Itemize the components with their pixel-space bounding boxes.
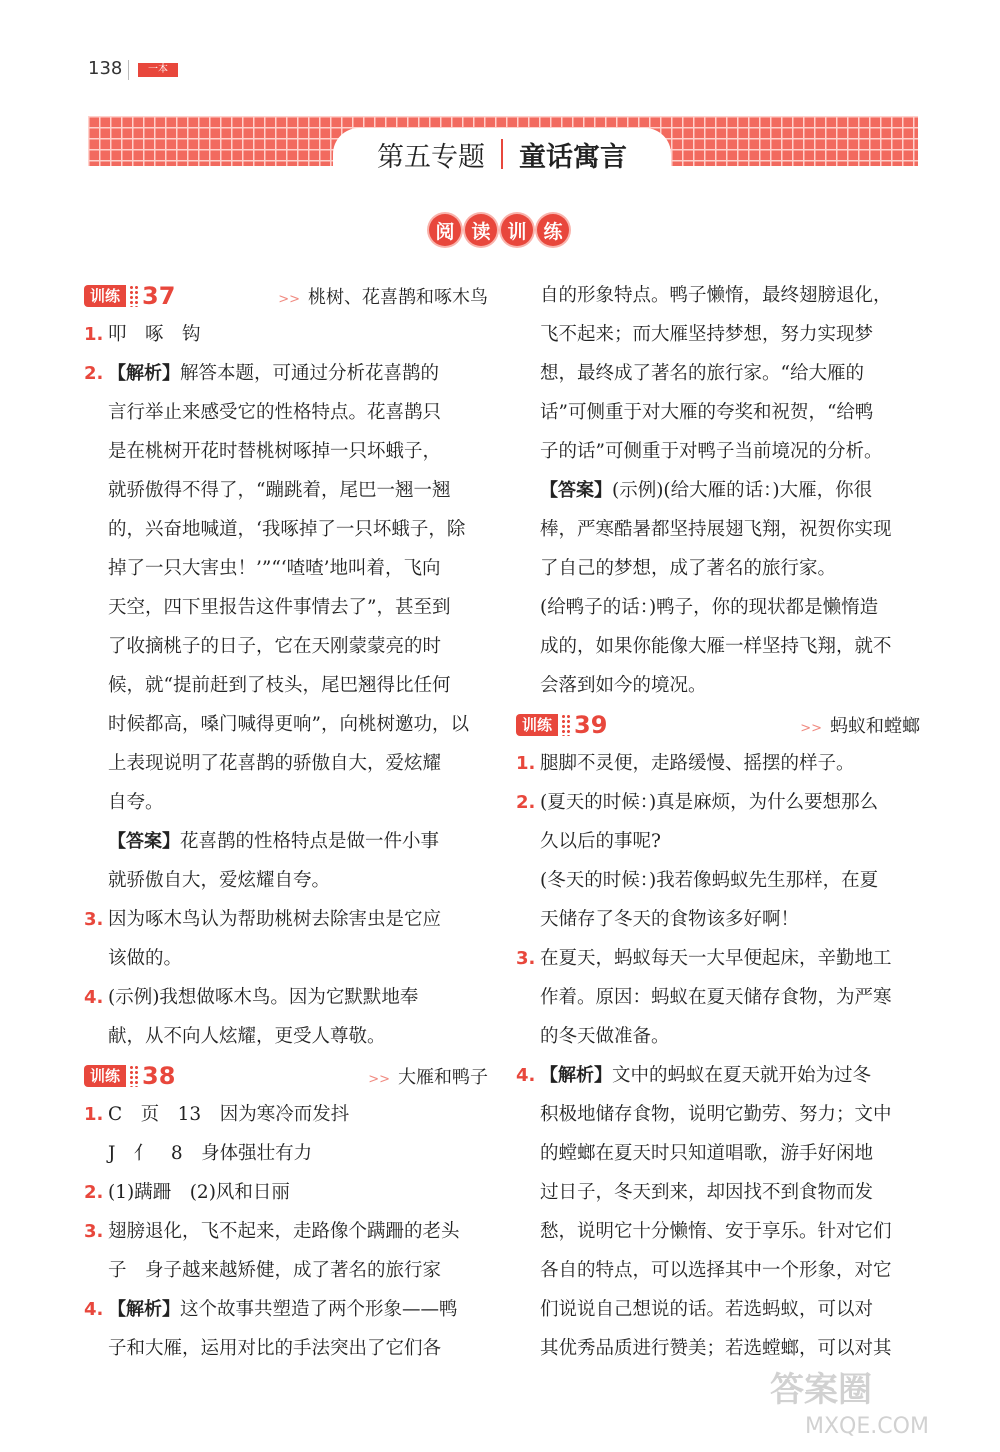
section-badge: 训 (501, 214, 533, 246)
exercise-header-38 (84, 1056, 488, 1095)
exercise-title-text: 桃树、花喜鹊和啄木鸟 (308, 286, 488, 308)
exercise-number: 39 (574, 710, 608, 739)
answer-line (516, 783, 920, 822)
answer-line (84, 900, 488, 939)
answer-line (84, 1173, 488, 1212)
answer-line: (冬天的时候：)我若像蚂蚁先生那样，在夏 (540, 870, 879, 891)
answer-line: 时候都高，嗓门喊得更响”，向桃树邀功，以 (108, 714, 469, 735)
dots-icon (129, 1065, 139, 1087)
answer-line (516, 471, 920, 510)
exercise-title-text: 蚂蚁和螳螂 (830, 715, 920, 737)
question-number: 2. (84, 1182, 104, 1203)
topic-title: 童话寓言 (519, 141, 627, 173)
answer-line: 了收摘桃子的日子，它在天刚蒙蒙亮的时 (108, 636, 442, 657)
answer-line (84, 1290, 488, 1329)
answer-line: 子 身子越来越矫健，成了著名的旅行家 (108, 1260, 442, 1281)
answer-text: 文中的蚂蚁在夏天就开始为过冬 (612, 1065, 872, 1086)
exercise-title (368, 1063, 488, 1089)
topic-label: 第五专题 (377, 141, 485, 173)
answer-line: 子的话”可侧重于对鸭子当前境况的分析。 (540, 441, 883, 462)
answer-line: 想，最终成了著名的旅行家。“给大雁的 (540, 363, 864, 384)
question-number: 3. (84, 1221, 104, 1242)
title-divider (501, 139, 503, 169)
banner-title-tab (333, 128, 671, 180)
answer-line: (给鸭子的话：)鸭子，你的现状都是懒惰造 (540, 597, 879, 618)
answer-line: 作着。原因：蚂蚁在夏天储存食物，为严寒 (540, 987, 892, 1008)
answer-line: 献，从不向人炫耀，更受人尊敬。 (108, 1026, 386, 1047)
answer-line: 子和大雁，运用对比的手法突出了它们各 (108, 1338, 442, 1359)
watermark-url: MXQE.COM (805, 1414, 929, 1439)
answer-line: 们说说自己想说的话。若选蚂蚁，可以对 (540, 1299, 874, 1320)
answer-line: 成的，如果你能像大雁一样坚持飞翔，就不 (540, 636, 892, 657)
answer-line (84, 1095, 488, 1134)
section-heading (429, 214, 569, 246)
answer-line (84, 315, 488, 354)
section-badge: 读 (465, 214, 497, 246)
question-number: 4. (84, 987, 104, 1008)
page-number-divider (128, 60, 129, 80)
answer-line: 候，就“提前赶到了枝头，尾巴翘得比任何 (108, 675, 451, 696)
answer-line: 话”可侧重于对大雁的夸奖和祝贺，“给鸭 (540, 402, 874, 423)
exercise-header-39 (516, 705, 920, 744)
analysis-label: 【解析】 (108, 363, 180, 384)
answer-line: 过日子，冬天到来，却因找不到食物而发 (540, 1182, 874, 1203)
double-arrow-icon: >> (368, 1071, 390, 1087)
watermark-logo: 答案圈 (770, 1370, 872, 1410)
exercise-title-text: 大雁和鸭子 (398, 1066, 488, 1088)
answer-line: J 亻 8 身体强壮有力 (108, 1143, 313, 1164)
answer-line: 天空，四下里报告这件事情去了”，甚至到 (108, 597, 451, 618)
double-arrow-icon: >> (278, 291, 300, 307)
answer-line: 棒，严寒酷暑都坚持展翅飞翔，祝贺你实现 (540, 519, 892, 540)
answer-text: (示例)我想做啄木鸟。因为它默默地奉 (108, 987, 419, 1008)
question-number: 2. (516, 792, 536, 813)
exercise-tag (84, 282, 175, 310)
page-number: 138 (88, 58, 123, 79)
answer-line (516, 1056, 920, 1095)
answer-label: 【答案】 (540, 480, 612, 501)
answer-text: 这个故事共塑造了两个形象——鸭 (180, 1299, 458, 1320)
answer-line: 的螳螂在夏天时只知道唱歌，游手好闲地 (540, 1143, 874, 1164)
exercise-title (278, 283, 488, 309)
section-badge: 练 (537, 214, 569, 246)
answer-text: 翅膀退化，飞不起来，走路像个蹒跚的老头 (108, 1221, 460, 1242)
answer-line: 天储存了冬天的食物该多好啊！ (540, 909, 800, 930)
question-number: 4. (516, 1065, 536, 1086)
answer-line: 各自的特点，可以选择其中一个形象，对它 (540, 1260, 892, 1281)
right-column (516, 276, 920, 1368)
answer-line: 掉了一只大害虫！’”“‘喳喳’地叫着，飞向 (108, 558, 441, 579)
answer-line: 是在桃树开花时替桃树啄掉一只坏蛾子， (108, 441, 442, 462)
answer-line: 就骄傲自大，爱炫耀自夸。 (108, 870, 331, 891)
exercise-tag (516, 711, 607, 739)
left-column (84, 276, 488, 1368)
exercise-tag-label: 训练 (84, 1065, 126, 1087)
answer-text: 腿脚不灵便，走路缓慢、摇摆的样子。 (540, 753, 855, 774)
answer-text: 叩 啄 钩 (108, 324, 201, 345)
answer-line: 其优秀品质进行赞美；若选螳螂，可以对其 (540, 1338, 892, 1359)
exercise-number: 37 (142, 281, 176, 310)
answer-line: 积极地储存食物，说明它勤劳、努力；文中 (540, 1104, 892, 1125)
question-number: 3. (516, 948, 536, 969)
answer-line: 会落到如今的境况。 (540, 675, 707, 696)
answer-text: (1)蹒跚 (2)风和日丽 (108, 1182, 290, 1203)
analysis-label: 【解析】 (540, 1065, 612, 1086)
question-number: 2. (84, 363, 104, 384)
exercise-tag-label: 训练 (516, 714, 558, 736)
answer-text: 花喜鹊的性格特点是做一件小事 (180, 831, 440, 852)
answer-text: C 页 13 因为寒冷而发抖 (108, 1104, 350, 1125)
answer-line: 言行举止来感受它的性格特点。花喜鹊只 (108, 402, 442, 423)
double-arrow-icon: >> (800, 720, 822, 736)
dots-icon (561, 714, 571, 736)
page-tag: 一本 (138, 63, 178, 77)
answer-line: 愁，说明它十分懒惰、安于享乐。针对它们 (540, 1221, 892, 1242)
answer-line: 的冬天做准备。 (540, 1026, 670, 1047)
answer-text: 解答本题，可通过分析花喜鹊的 (180, 363, 440, 384)
answer-line: 的，兴奋地喊道，‘我啄掉了一只坏蛾子，除 (108, 519, 466, 540)
answer-line (84, 978, 488, 1017)
question-number: 4. (84, 1299, 104, 1320)
question-number: 1. (84, 1104, 104, 1125)
answer-text: (示例)(给大雁的话：)大雁，你很 (612, 480, 873, 501)
answer-line: 久以后的事呢? (540, 831, 661, 852)
answer-line: 自夸。 (108, 792, 164, 813)
exercise-number: 38 (142, 1061, 176, 1090)
dots-icon (129, 285, 139, 307)
answer-label: 【答案】 (108, 831, 180, 852)
answer-line: 上表现说明了花喜鹊的骄傲自大，爱炫耀 (108, 753, 442, 774)
answer-line: 了自己的梦想，成了著名的旅行家。 (540, 558, 837, 579)
analysis-label: 【解析】 (108, 1299, 180, 1320)
answer-line: 该做的。 (108, 948, 183, 969)
answer-line (84, 1212, 488, 1251)
answer-line (516, 744, 920, 783)
answer-line (84, 354, 488, 393)
answer-line (516, 939, 920, 978)
answer-text: 在夏天，蚂蚁每天一大早便起床，辛勤地工 (540, 948, 892, 969)
answer-line: 自的形象特点。鸭子懒惰，最终翅膀退化， (540, 285, 892, 306)
question-number: 1. (516, 753, 536, 774)
exercise-header-37 (84, 276, 488, 315)
exercise-tag (84, 1062, 175, 1090)
exercise-title (800, 712, 920, 738)
section-badge: 阅 (429, 214, 461, 246)
question-number: 3. (84, 909, 104, 930)
answer-line (84, 822, 488, 861)
answer-line: 就骄傲得不得了，“蹦跳着，尾巴一翘一翘 (108, 480, 451, 501)
answer-text: 因为啄木鸟认为帮助桃树去除害虫是它应 (108, 909, 442, 930)
exercise-tag-label: 训练 (84, 285, 126, 307)
answer-line: 飞不起来；而大雁坚持梦想，努力实现梦 (540, 324, 874, 345)
answer-text: (夏天的时候：)真是麻烦，为什么要想那么 (540, 792, 879, 813)
question-number: 1. (84, 324, 104, 345)
